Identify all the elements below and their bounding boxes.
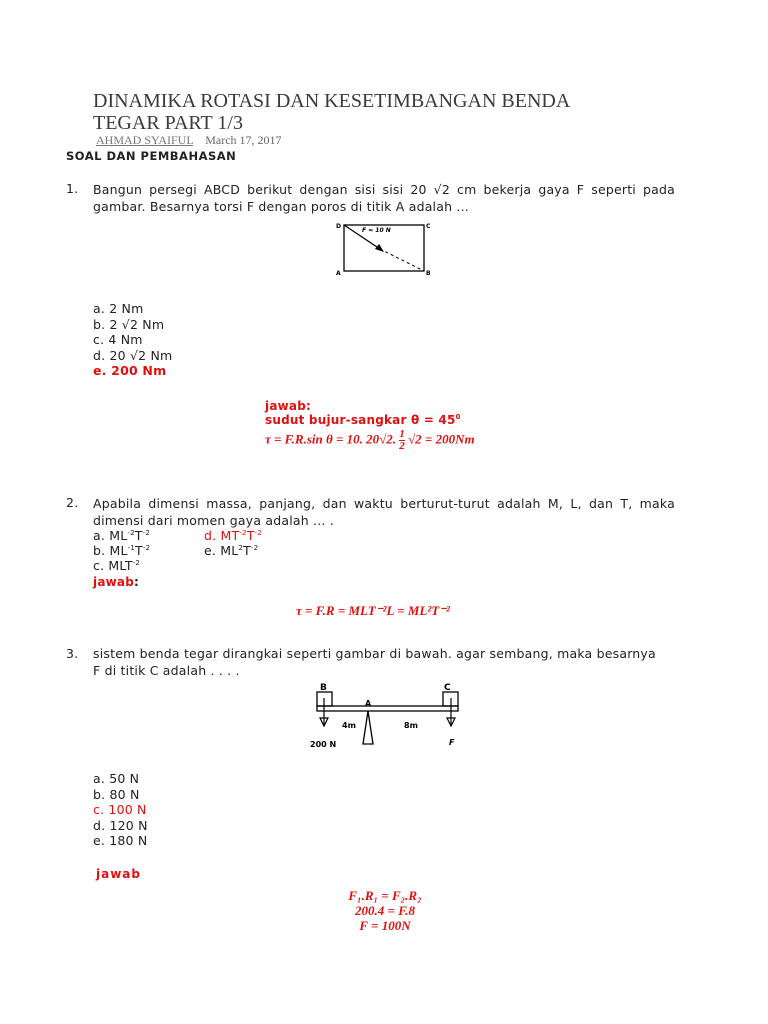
section-heading: SOAL DAN PEMBAHASAN xyxy=(66,149,237,163)
q3-option-c-answer[interactable]: c. 100 N xyxy=(93,802,147,817)
doc-date: March 17, 2017 xyxy=(205,133,282,147)
dashed-line xyxy=(380,249,424,271)
q3-eq2: 200.4 = F.8 xyxy=(355,903,415,918)
author-link[interactable]: AHMAD SYAIFUL xyxy=(96,133,194,147)
q2-text: Apabila dimensi massa, panjang, dan waktu berturut-turut adalah M, L, dan T, maka dimensi dari momen gaya adalah ... . xyxy=(93,496,675,528)
q2-option-a[interactable]: a. $ML^{-2}T^{-2}$ xyxy=(93,528,150,543)
q3-number: 3. xyxy=(66,646,79,661)
q2-option-e[interactable]: e. $ML^2T^{-2}$ xyxy=(204,543,259,558)
label-c: C xyxy=(444,683,451,693)
q2-option-d-answer[interactable]: d. $MT^{-2}T^{-2}$ xyxy=(204,528,262,543)
q3-options xyxy=(93,771,148,849)
q2-option-c[interactable]: c. $MLT^{-2}$ xyxy=(93,558,141,573)
q1-formula-left: τ = F.R.sin θ = 10. 20√2. xyxy=(265,431,397,447)
label-c: C xyxy=(426,223,431,230)
force-label: F = 10 N xyxy=(362,227,391,234)
q1-formula xyxy=(265,429,475,452)
q3-option-a[interactable]: a. 50 N xyxy=(93,771,140,786)
label-b: B xyxy=(426,270,431,277)
q1-square-figure xyxy=(334,219,434,277)
q1-number: 1. xyxy=(66,181,79,196)
q3-eq1: F₁.R₁ = F₂.R₂ xyxy=(348,888,422,903)
distance-8m: 8m xyxy=(404,721,418,730)
label-d: D xyxy=(336,223,341,230)
label-a: A xyxy=(365,699,372,708)
distance-4m: 4m xyxy=(342,721,356,730)
beam xyxy=(317,706,458,711)
q2-jawab-label: jawab: xyxy=(93,575,139,589)
doc-title-line1: DINAMIKA ROTASI DAN KESETIMBANGAN BENDA xyxy=(93,90,571,112)
force-b-label: 200 N xyxy=(310,740,337,749)
q1-option-e-answer[interactable]: e. 200 Nm xyxy=(93,363,167,378)
label-a: A xyxy=(336,270,341,277)
q1-fraction: $\frac{1}{2}$ xyxy=(399,428,405,452)
force-arrowhead xyxy=(375,244,384,252)
q3-option-e[interactable]: e. 180 N xyxy=(93,833,148,848)
q3-text-line1: sistem benda tegar dirangkai seperti gambar di bawah. agar sembang, maka besarnya xyxy=(93,646,656,661)
q1-option-c[interactable]: c. 4 Nm xyxy=(93,332,143,347)
q1-angle-note: sudut bujur-sangkar $\theta = 45^0$ xyxy=(265,413,461,427)
q1-option-d[interactable]: d. 20 √2 Nm xyxy=(93,347,173,363)
q1-text: Bangun persegi ABCD berikut dengan sisi sisi 20 √2 cm bekerja gaya F seperti pada gambar. Besarnya torsi F dengan poros di titik A adalah ... xyxy=(93,182,675,214)
q3-option-d[interactable]: d. 120 N xyxy=(93,817,148,833)
doc-title-line2: TEGAR PART 1/3 xyxy=(93,112,243,134)
q2-number: 2. xyxy=(66,495,79,510)
q2-formula: τ = F.R = MLT⁻²L = ML²T⁻² xyxy=(296,603,450,618)
q1-formula-right: √2 = 200Nm xyxy=(408,431,475,447)
q3-solution xyxy=(340,888,430,933)
label-b: B xyxy=(320,683,327,693)
q3-eq3: F = 100N xyxy=(359,918,411,933)
q1-option-a[interactable]: a. 2 Nm xyxy=(93,301,144,316)
q3-text-line2: F di titik C adalah . . . . xyxy=(93,663,240,678)
q1-jawab-label: jawab: xyxy=(265,399,311,413)
q1-options xyxy=(93,301,172,379)
force-c-label: F xyxy=(449,738,455,747)
q2-option-b[interactable]: b. $ML^{-1}T^{-2}$ xyxy=(93,543,151,558)
fulcrum xyxy=(363,711,373,744)
doc-meta xyxy=(96,133,282,148)
q1-option-b[interactable]: b. 2 √2 Nm xyxy=(93,316,165,332)
q3-lever-figure xyxy=(306,678,470,752)
q3-jawab-label: jawab xyxy=(96,867,141,881)
q3-option-b[interactable]: b. 80 N xyxy=(93,786,140,802)
